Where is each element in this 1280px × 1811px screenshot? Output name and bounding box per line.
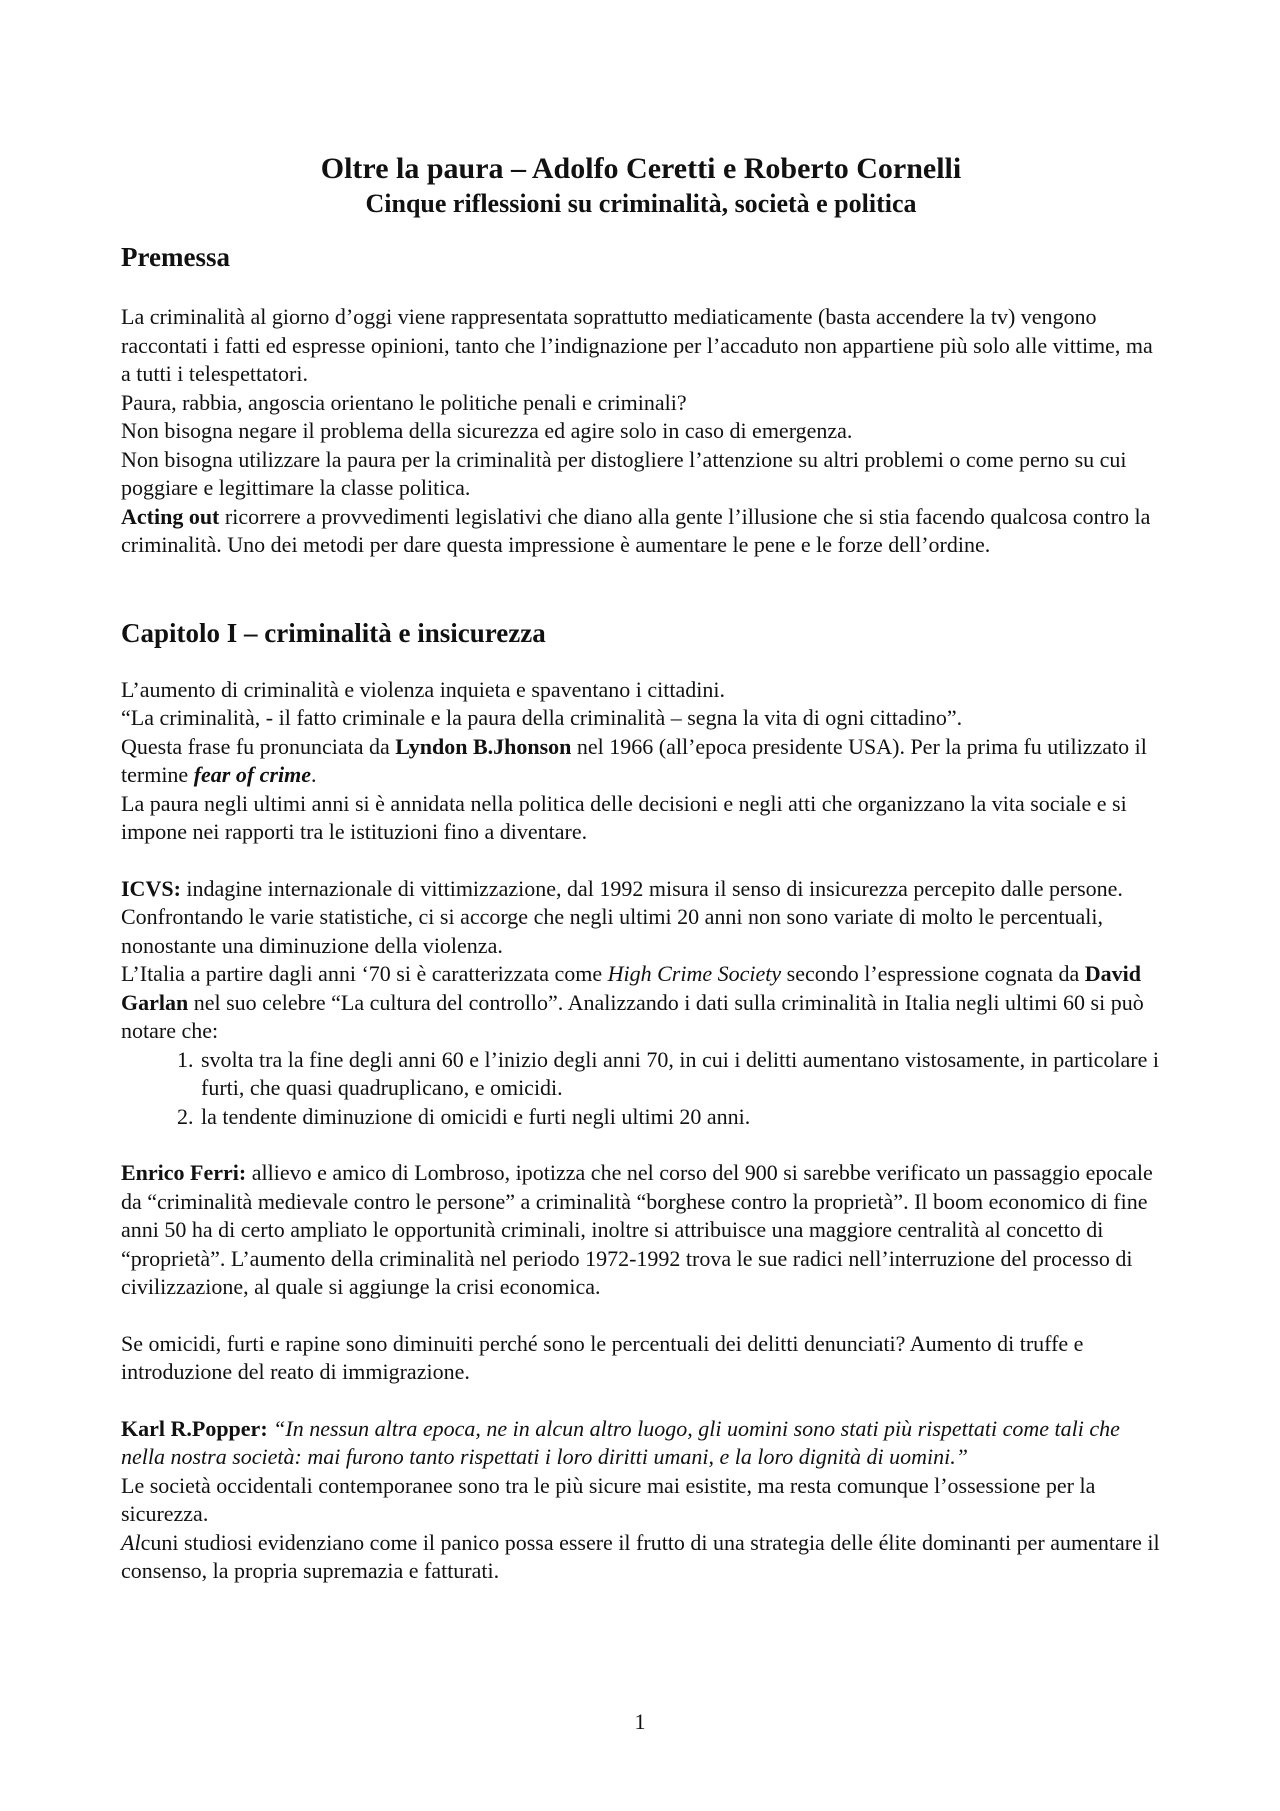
premessa-paragraph-1: La criminalità al giorno d’oggi viene rappresentata soprattutto mediaticamente (basta accendere la tv) vengono raccontati i fatti ed espresse opinioni, tanto che l’indignazione per l’accaduto non appartiene più solo alle vittime, ma a tutti i telespettatori. [121, 304, 1153, 386]
capitolo-paragraph-4: La paura negli ultimi anni si è annidata nella politica delle decisioni e negli atti che organizzano la vita sociale e si impone nei rapporti tra le istituzioni fino a diventare. [121, 790, 1127, 844]
text-run: Questa frase fu pronunciata da [121, 733, 396, 759]
popper-quote: “In nessun altra epoca, ne in alcun altro luogo, gli uomini sono stati più rispettati come tali che nella nostra società: mai furono tanto rispettati i loro diritti umani, e la loro dignità di uomini.” [121, 1415, 1120, 1469]
premessa-paragraph-2: Paura, rabbia, angoscia orientano le politiche penali e criminali? [121, 389, 687, 415]
document-subtitle: Cinque riflessioni su criminalità, società e politica [365, 189, 917, 218]
capitolo-paragraph-1: L’aumento di criminalità e violenza inquieta e spaventano i cittadini. [121, 676, 725, 702]
acting-out-term: Acting out [121, 503, 220, 529]
document-title: Oltre la paura – Adolfo Ceretti e Roberto Cornelli [320, 152, 962, 185]
capitolo-paragraph-3 [121, 733, 1161, 790]
ferri-paragraph [121, 1159, 1161, 1302]
text-run: allievo e amico di Lombroso, ipotizza che nel corso del 900 si sarebbe verificato un passaggio epocale da “criminalità medievale contro le persone” a criminalità “borghese contro la proprietà”. Il boom economico di fine anni 50 ha di certo ampliato le opportunità criminali, inoltre si attribuisce una maggiore centralità al concetto di “proprietà”. L’aumento della criminalità nel periodo 1972-1992 trova le sue radici nell’interruzione del processo di civilizzazione, al quale si aggiunge la crisi economica. [121, 1160, 1153, 1299]
list-item: 1. svolta tra la fine degli anni 60 e l’inizio degli anni 70, in cui i delitti aumentano vistosamente, in particolare i furti, che quasi quadruplicano, e omicidi. [199, 1046, 1161, 1103]
heading-capitolo-1: Capitolo I – criminalità e insicurezza [121, 617, 546, 648]
fear-of-crime-term: fear of crime [193, 762, 311, 787]
page-number: 1 [634, 1709, 646, 1734]
high-crime-society-term: High Crime Society [607, 961, 782, 986]
enrico-ferri-name: Enrico Ferri: [121, 1160, 247, 1185]
text-run-italic: Al [121, 1529, 141, 1555]
acting-out-text: ricorrere a provvedimenti legislativi che diano alla gente l’illusione che si stia facendo qualcosa contro la criminalità. Uno dei metodi per dare questa impressione è aumentare le pene e le forze dell’ordine. [121, 503, 1151, 557]
premessa-paragraph-3: Non bisogna negare il problema della sicurezza ed agire solo in caso di emergenza. [121, 418, 853, 443]
premessa-paragraph-4: Non bisogna utilizzare la paura per la criminalità per distogliere l’attenzione su altri problemi o come perno su cui poggiare e legittimare la classe politica. [121, 446, 1127, 500]
text-run: cuni studiosi evidenziano come il panico possa essere il frutto di una strategia delle élite dominanti per aumentare il consenso, la propria supremazia e fatturati. [121, 1529, 1160, 1583]
text-run: indagine internazionale di vittimizzazione, dal 1992 misura il senso di insicurezza percepito dalle persone. Confrontando le varie statistiche, ci si accorge che negli ultimi 20 anni non sono variate di molto le percentuali, nonostante una diminuzione della violenza. [121, 875, 1123, 958]
icvs-paragraph [121, 875, 1161, 961]
text-run: . [311, 762, 317, 787]
text-run: L’Italia a partire dagli anni ‘70 si è caratterizzata come [121, 961, 608, 986]
document-page [121, 150, 1161, 1586]
text-run: nel 1966 (all’epoca presidente USA). Per la prima fu utilizzato il termine [121, 733, 1147, 787]
text-run: secondo l’espressione cognata da [781, 961, 1085, 986]
icvs-term: ICVS: [121, 875, 181, 901]
alcuni-paragraph [121, 1529, 1161, 1586]
numbered-list [121, 1046, 1161, 1132]
premessa-acting-out [121, 503, 1161, 560]
david-garlan-name: David Garlan [121, 961, 1142, 1015]
italia-paragraph [121, 960, 1161, 1046]
societa-paragraph: Le società occidentali contemporanee sono tra le più sicure mai esistite, ma resta comunque l’ossessione per la sicurezza. [121, 1472, 1096, 1526]
text-run: nel suo celebre “La cultura del controllo”. Analizzando i dati sulla criminalità in Italia negli ultimi 60 si può notare che: [121, 989, 1144, 1043]
karl-popper-name: Karl R.Popper: [121, 1415, 268, 1441]
popper-paragraph [121, 1415, 1161, 1472]
omicidi-paragraph: Se omicidi, furti e rapine sono diminuiti perché sono le percentuali dei delitti denunciati? Aumento di truffe e introduzione del reato di immigrazione. [121, 1330, 1084, 1384]
capitolo-paragraph-2: “La criminalità, - il fatto criminale e la paura della criminalità – segna la vita di ogni cittadino”. [121, 705, 963, 730]
list-item: 2. la tendente diminuzione di omicidi e furti negli ultimi 20 anni. [199, 1103, 1161, 1132]
lyndon-johnson-name: Lyndon B.Jhonson [395, 733, 572, 759]
heading-premessa: Premessa [121, 242, 230, 272]
